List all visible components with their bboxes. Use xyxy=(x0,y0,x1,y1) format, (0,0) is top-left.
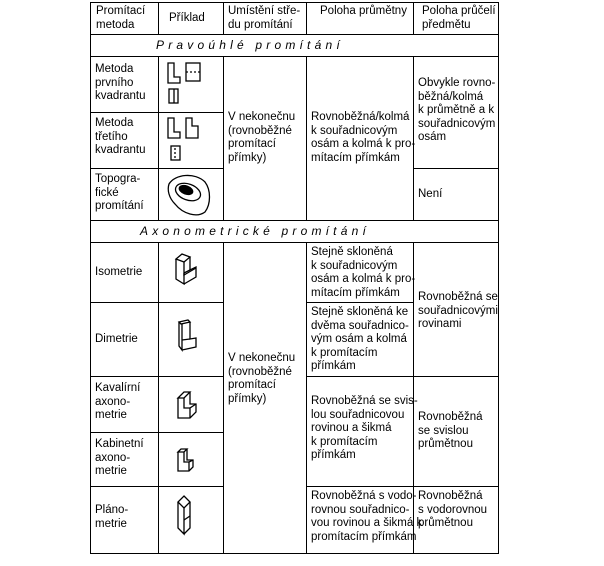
first-quadrant-views-icon xyxy=(166,61,204,105)
rule xyxy=(90,432,223,433)
rule xyxy=(158,2,159,35)
rule xyxy=(306,376,498,377)
third-quadrant-views-icon xyxy=(166,116,204,162)
method-isometry: Isometrie xyxy=(95,266,143,278)
rule xyxy=(306,302,413,303)
rule xyxy=(90,56,498,57)
rule xyxy=(90,376,223,377)
method-third-quadrant: Metoda třetího kvadrantu xyxy=(95,117,146,156)
rule xyxy=(158,242,159,554)
method-first-quadrant: Metoda prvního kvadrantu xyxy=(95,63,146,102)
rule xyxy=(158,56,159,221)
axo-plane-text-3: Rovnoběžná se svis- lou souřadnicovou rovinou a šikmá k promítacím přímkám xyxy=(311,395,418,461)
section-title-orthographic: Pravoúhlé promítání xyxy=(156,38,344,52)
method-dimetry: Dimetrie xyxy=(95,333,138,345)
rule xyxy=(90,112,223,113)
method-topographic: Topogra- fické promítání xyxy=(95,173,144,212)
rule xyxy=(306,486,498,487)
axo-plane-text-1: Stejně skloněná k souřadnicovým osám a kolmá k pro- mítacím přímkám xyxy=(311,246,416,299)
rule xyxy=(223,56,224,221)
axo-object-text-2: Rovnoběžná se svislou průmětnou xyxy=(418,411,483,450)
rule xyxy=(90,2,91,554)
rule xyxy=(306,56,307,221)
axo-center-text: V nekonečnu (rovnoběžné promítací přímky) xyxy=(228,352,296,405)
rule xyxy=(413,168,498,169)
axo-plane-text-4: Rovnoběžná s vodo- rovnou souřadnico- vou rovinou a šikmá k promítacím přímkám xyxy=(311,490,423,543)
rule xyxy=(90,34,498,35)
rule xyxy=(90,242,498,243)
header-plane: Poloha průmětny xyxy=(320,5,407,17)
isometric-block-icon xyxy=(174,251,198,287)
rule xyxy=(306,242,307,554)
ortho-object-text-2: Není xyxy=(418,188,443,200)
header-object: Poloha průčelí předmětu xyxy=(422,5,496,31)
header-center: Umístění stře- du promítání xyxy=(228,5,301,31)
header-example: Příklad xyxy=(169,12,205,24)
method-cabinet: Kabinetní axono- metrie xyxy=(95,438,144,477)
rule xyxy=(223,2,224,35)
method-cavalier: Kavalírní axono- metrie xyxy=(95,382,141,421)
rule xyxy=(90,553,498,554)
section-title-axonometric: Axonometrické promítání xyxy=(140,224,370,238)
rule xyxy=(306,2,307,35)
planometric-block-icon xyxy=(176,494,192,536)
ortho-object-text-1: Obvykle rovno- běžná/kolmá k průmětně a k souřadnicovým osám xyxy=(418,77,496,143)
axo-object-text-3: Rovnoběžná s vodorovnou průmětnou xyxy=(418,490,488,529)
rule xyxy=(90,220,498,221)
method-planometry: Pláno- metrie xyxy=(95,504,129,530)
topographic-map-icon xyxy=(165,170,213,218)
dimetric-block-icon xyxy=(176,318,200,354)
rule xyxy=(90,168,223,169)
rule xyxy=(498,2,499,554)
rule xyxy=(90,2,498,3)
rule xyxy=(90,486,223,487)
axo-plane-text-2: Stejně skloněná ke dvěma souřadnico- vým osám a kolmá k promítacím přímkám xyxy=(311,306,409,372)
cabinet-block-icon xyxy=(176,444,196,474)
header-method: Promítací metoda xyxy=(96,5,146,31)
cavalier-block-icon xyxy=(176,388,198,422)
ortho-center-text: V nekonečnu (rovnoběžné promítací přímky) xyxy=(228,111,296,164)
ortho-plane-text: Rovnoběžná/kolmá k souřadnicovým osám a kolmá k pro- mítacím přímkám xyxy=(311,111,416,164)
axo-object-text-1: Rovnoběžná se souřadnicovými rovinami xyxy=(418,291,498,330)
rule xyxy=(413,2,414,35)
rule xyxy=(90,302,223,303)
rule xyxy=(223,242,224,554)
